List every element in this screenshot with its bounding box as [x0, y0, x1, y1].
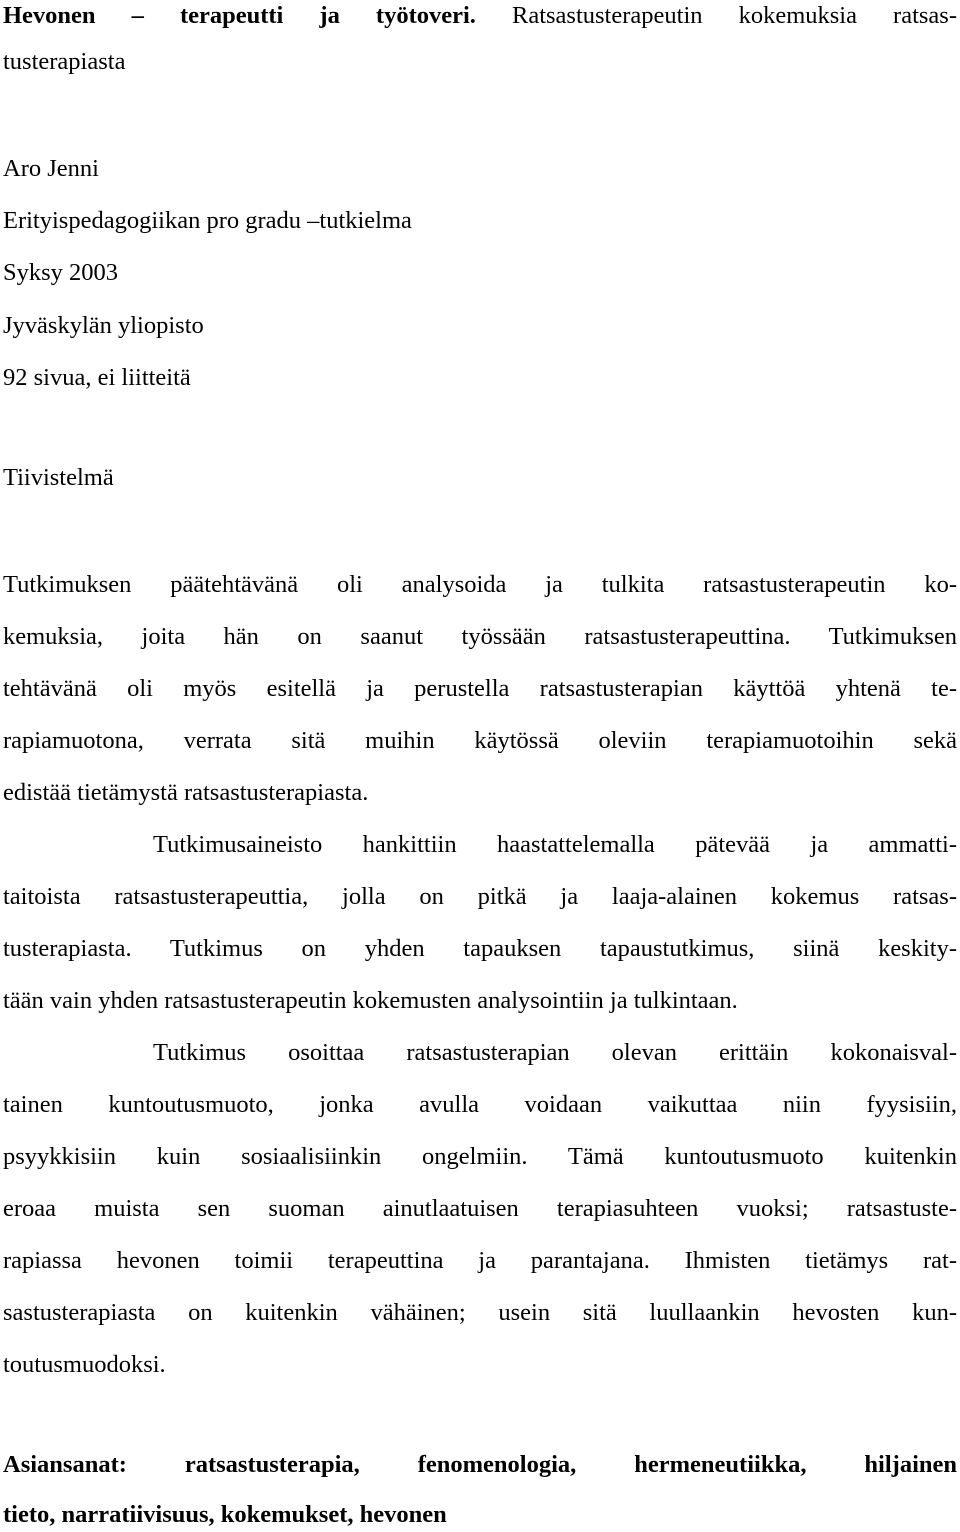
abstract-p3-line: Tutkimus osoittaa ratsastusterapian olevan erittäin kokonaisval- [153, 1039, 957, 1066]
abstract-p2-line: tään vain yhden ratsastusterapeutin kokemusten analysointiin ja tulkintaan. [3, 987, 738, 1014]
abstract-p1-line: rapiamuotona, verrata sitä muihin käytössä oleviin terapiamuotoihin sekä [3, 727, 957, 754]
keywords-line-1: Asiansanat: ratsastusterapia, fenomenologia, hermeneutiikka, hiljainen [3, 1451, 957, 1478]
abstract-p3-line: eroaa muista sen suoman ainutlaatuisen terapiasuhteen vuoksi; ratsastuste- [3, 1195, 957, 1222]
term: Syksy 2003 [3, 259, 119, 286]
thesis-type: Erityispedagogiikan pro gradu –tutkielma [3, 207, 412, 234]
abstract-p3-line: rapiassa hevonen toimii terapeuttina ja parantajana. Ihmisten tietämys rat- [3, 1247, 957, 1274]
university: Jyväskylän yliopisto [3, 312, 204, 339]
title-line-1 [3, 1, 957, 31]
abstract-p3-line: toutusmuodoksi. [3, 1351, 166, 1378]
abstract-p2-line: Tutkimusaineisto hankittiin haastattelemalla pätevää ja ammatti- [153, 831, 957, 858]
abstract-p3-line: sastusterapiasta on kuitenkin vähäinen; usein sitä luullaankin hevosten kun- [3, 1299, 957, 1326]
abstract-p3-line: psyykkisiin kuin sosiaalisiinkin ongelmiin. Tämä kuntoutusmuoto kuitenkin [3, 1143, 957, 1170]
abstract-p1-line: edistää tietämystä ratsastusterapiasta. [3, 779, 369, 806]
abstract-p1-line: tehtävänä oli myös esitellä ja perustella ratsastusterapian käyttöä yhtenä te- [3, 675, 957, 702]
title-rest: Ratsastusterapeutin kokemuksia ratsas- [512, 2, 957, 29]
abstract-p2-line: tusterapiasta. Tutkimus on yhden tapauksen tapaustutkimus, siinä keskity- [3, 935, 957, 962]
title-bold: Hevonen – terapeutti ja työtoveri. [3, 2, 476, 29]
author: Aro Jenni [3, 155, 99, 182]
title-line-2: tusterapiasta [3, 48, 126, 75]
abstract-heading: Tiivistelmä [3, 464, 114, 491]
keywords-line-2: tieto, narratiivisuus, kokemukset, hevonen [3, 1501, 447, 1528]
abstract-p2-line: taitoista ratsastusterapeuttia, jolla on pitkä ja laaja-alainen kokemus ratsas- [3, 883, 957, 910]
page-count: 92 sivua, ei liitteitä [3, 364, 191, 391]
abstract-p3-line: tainen kuntoutusmuoto, jonka avulla voidaan vaikuttaa niin fyysisiin, [3, 1091, 957, 1118]
abstract-p1-line: kemuksia, joita hän on saanut työssään ratsastusterapeuttina. Tutkimuksen [3, 623, 957, 650]
abstract-p1-line: Tutkimuksen päätehtävänä oli analysoida ja tulkita ratsastusterapeutin ko- [3, 571, 957, 598]
